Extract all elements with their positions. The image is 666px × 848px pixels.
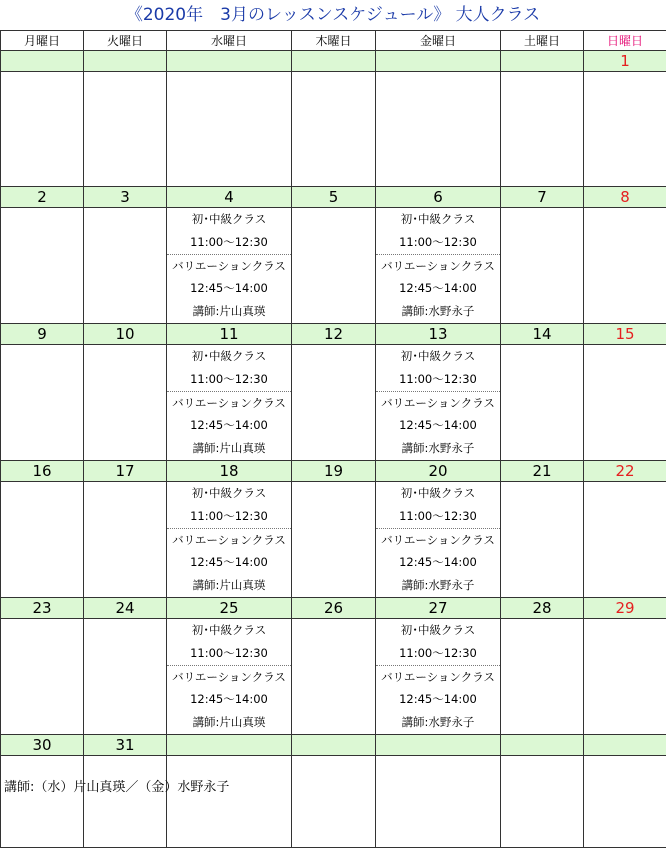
- lesson-teacher: 講師:水野永子: [376, 437, 500, 460]
- lesson-time: 12:45〜14:00: [167, 414, 291, 437]
- date-cell-sunday: 22: [584, 460, 666, 481]
- day-content: [584, 755, 666, 847]
- date-cell: 10: [84, 323, 167, 344]
- lesson-time: 11:00〜12:30: [376, 368, 500, 392]
- lesson-teacher: 講師:水野永子: [376, 711, 500, 734]
- lesson-teacher: 講師:水野永子: [376, 300, 500, 323]
- lesson-class-name: バリエーションクラス: [376, 255, 500, 278]
- lesson-time: 11:00〜12:30: [167, 505, 291, 529]
- day-content: [167, 755, 292, 847]
- date-cell-sunday: 8: [584, 187, 666, 208]
- page-title: 《2020年 3月のレッスンスケジュール》 大人クラス: [0, 0, 666, 30]
- date-row: [1, 734, 666, 755]
- lesson-time: 12:45〜14:00: [376, 414, 500, 437]
- date-cell: 27: [376, 597, 501, 618]
- day-content: [1, 344, 84, 460]
- date-row: [1, 460, 666, 481]
- content-row: [1, 618, 666, 734]
- date-row: [1, 597, 666, 618]
- day-content: [501, 755, 584, 847]
- day-content: [584, 481, 666, 597]
- lesson-class-name: バリエーションクラス: [167, 255, 291, 278]
- day-content: [84, 208, 167, 324]
- date-cell: 7: [501, 187, 584, 208]
- day-content: [501, 618, 584, 734]
- day-content: [1, 618, 84, 734]
- date-cell: 28: [501, 597, 584, 618]
- date-cell: 6: [376, 187, 501, 208]
- lesson-cell-fri: [376, 344, 501, 460]
- date-cell: 5: [292, 187, 376, 208]
- day-content: [292, 618, 376, 734]
- lesson-class-name: 初･中級クラス: [167, 345, 291, 368]
- lesson-time: 12:45〜14:00: [167, 277, 291, 300]
- lesson-class-name: 初･中級クラス: [376, 619, 500, 642]
- day-content: [584, 344, 666, 460]
- lesson-time: 12:45〜14:00: [376, 551, 500, 574]
- lesson-time: 11:00〜12:30: [167, 642, 291, 666]
- date-cell: [292, 51, 376, 72]
- content-row: [1, 344, 666, 460]
- date-cell: 4: [167, 187, 292, 208]
- day-content: [1, 72, 84, 187]
- day-content: [292, 481, 376, 597]
- day-content: [1, 481, 84, 597]
- weekday-header-thu: 木曜日: [292, 31, 376, 51]
- date-cell: 26: [292, 597, 376, 618]
- content-row: [1, 208, 666, 324]
- date-cell: 25: [167, 597, 292, 618]
- date-cell-sunday: [584, 734, 666, 755]
- date-cell: 16: [1, 460, 84, 481]
- day-content: [167, 72, 292, 187]
- lesson-time: 11:00〜12:30: [167, 231, 291, 255]
- lesson-class-name: バリエーションクラス: [376, 666, 500, 689]
- date-cell: 20: [376, 460, 501, 481]
- lesson-cell-wed: [167, 344, 292, 460]
- date-cell-sunday: 1: [584, 51, 666, 72]
- weekday-header-sat: 土曜日: [501, 31, 584, 51]
- date-row: [1, 51, 666, 72]
- lesson-class-name: バリエーションクラス: [167, 529, 291, 552]
- calendar-table: [0, 30, 666, 848]
- weekday-header-tue: 火曜日: [84, 31, 167, 51]
- day-content: [584, 72, 666, 187]
- date-cell: 17: [84, 460, 167, 481]
- date-cell: 19: [292, 460, 376, 481]
- lesson-class-name: バリエーションクラス: [376, 392, 500, 415]
- lesson-time: 12:45〜14:00: [167, 688, 291, 711]
- lesson-class-name: バリエーションクラス: [167, 392, 291, 415]
- weekday-header-sun: 日曜日: [584, 31, 666, 51]
- day-content: [292, 72, 376, 187]
- day-content: [1, 208, 84, 324]
- day-content: [84, 755, 167, 847]
- date-cell-sunday: 29: [584, 597, 666, 618]
- lesson-teacher: 講師:水野永子: [376, 574, 500, 597]
- day-content: [292, 208, 376, 324]
- content-row: [1, 755, 666, 847]
- weekday-header-fri: 金曜日: [376, 31, 501, 51]
- day-content: [501, 344, 584, 460]
- date-cell: 24: [84, 597, 167, 618]
- day-content: [84, 618, 167, 734]
- lesson-class-name: 初･中級クラス: [167, 208, 291, 231]
- date-cell: [376, 51, 501, 72]
- day-content: [501, 481, 584, 597]
- lesson-class-name: バリエーションクラス: [376, 529, 500, 552]
- lesson-cell-wed: [167, 481, 292, 597]
- date-cell: [167, 51, 292, 72]
- date-cell: 11: [167, 323, 292, 344]
- date-row: [1, 187, 666, 208]
- day-content: [1, 755, 84, 847]
- instructor-note: 講師:（水）片山真瑛／（金）水野永子: [4, 778, 229, 798]
- lesson-cell-fri: [376, 208, 501, 324]
- lesson-cell-fri: [376, 481, 501, 597]
- date-cell: [292, 734, 376, 755]
- lesson-class-name: 初･中級クラス: [167, 619, 291, 642]
- date-cell: [1, 51, 84, 72]
- lesson-class-name: 初･中級クラス: [376, 345, 500, 368]
- day-content: [584, 208, 666, 324]
- date-cell: 31: [84, 734, 167, 755]
- content-row: [1, 72, 666, 187]
- day-content: [584, 618, 666, 734]
- date-cell: [84, 51, 167, 72]
- date-cell: 2: [1, 187, 84, 208]
- lesson-time: 12:45〜14:00: [167, 551, 291, 574]
- date-cell: 18: [167, 460, 292, 481]
- lesson-time: 11:00〜12:30: [376, 231, 500, 255]
- lesson-time: 11:00〜12:30: [167, 368, 291, 392]
- content-row: [1, 481, 666, 597]
- day-content: [292, 344, 376, 460]
- lesson-cell-fri: [376, 618, 501, 734]
- day-content: [501, 208, 584, 324]
- day-content: [292, 755, 376, 847]
- lesson-teacher: 講師:片山真瑛: [167, 711, 291, 734]
- lesson-cell-wed: [167, 208, 292, 324]
- lesson-class-name: 初･中級クラス: [376, 208, 500, 231]
- day-content: [84, 72, 167, 187]
- weekday-header-wed: 水曜日: [167, 31, 292, 51]
- lesson-class-name: 初･中級クラス: [167, 482, 291, 505]
- lesson-time: 12:45〜14:00: [376, 277, 500, 300]
- lesson-time: 11:00〜12:30: [376, 642, 500, 666]
- lesson-teacher: 講師:片山真瑛: [167, 300, 291, 323]
- date-cell: 9: [1, 323, 84, 344]
- date-cell: 21: [501, 460, 584, 481]
- lesson-time: 11:00〜12:30: [376, 505, 500, 529]
- date-cell: 14: [501, 323, 584, 344]
- day-content: [501, 72, 584, 187]
- date-cell: [167, 734, 292, 755]
- date-cell-sunday: 15: [584, 323, 666, 344]
- day-content: [376, 755, 501, 847]
- date-row: [1, 323, 666, 344]
- lesson-class-name: 初･中級クラス: [376, 482, 500, 505]
- lesson-teacher: 講師:片山真瑛: [167, 574, 291, 597]
- weekday-header-mon: 月曜日: [1, 31, 84, 51]
- date-cell: [376, 734, 501, 755]
- date-cell: [501, 734, 584, 755]
- date-cell: 3: [84, 187, 167, 208]
- date-cell: 12: [292, 323, 376, 344]
- date-cell: 13: [376, 323, 501, 344]
- lesson-cell-wed: [167, 618, 292, 734]
- lesson-class-name: バリエーションクラス: [167, 666, 291, 689]
- date-cell: 30: [1, 734, 84, 755]
- lesson-teacher: 講師:片山真瑛: [167, 437, 291, 460]
- day-content: [84, 344, 167, 460]
- day-content: [84, 481, 167, 597]
- date-cell: 23: [1, 597, 84, 618]
- lesson-time: 12:45〜14:00: [376, 688, 500, 711]
- day-content: [376, 72, 501, 187]
- date-cell: [501, 51, 584, 72]
